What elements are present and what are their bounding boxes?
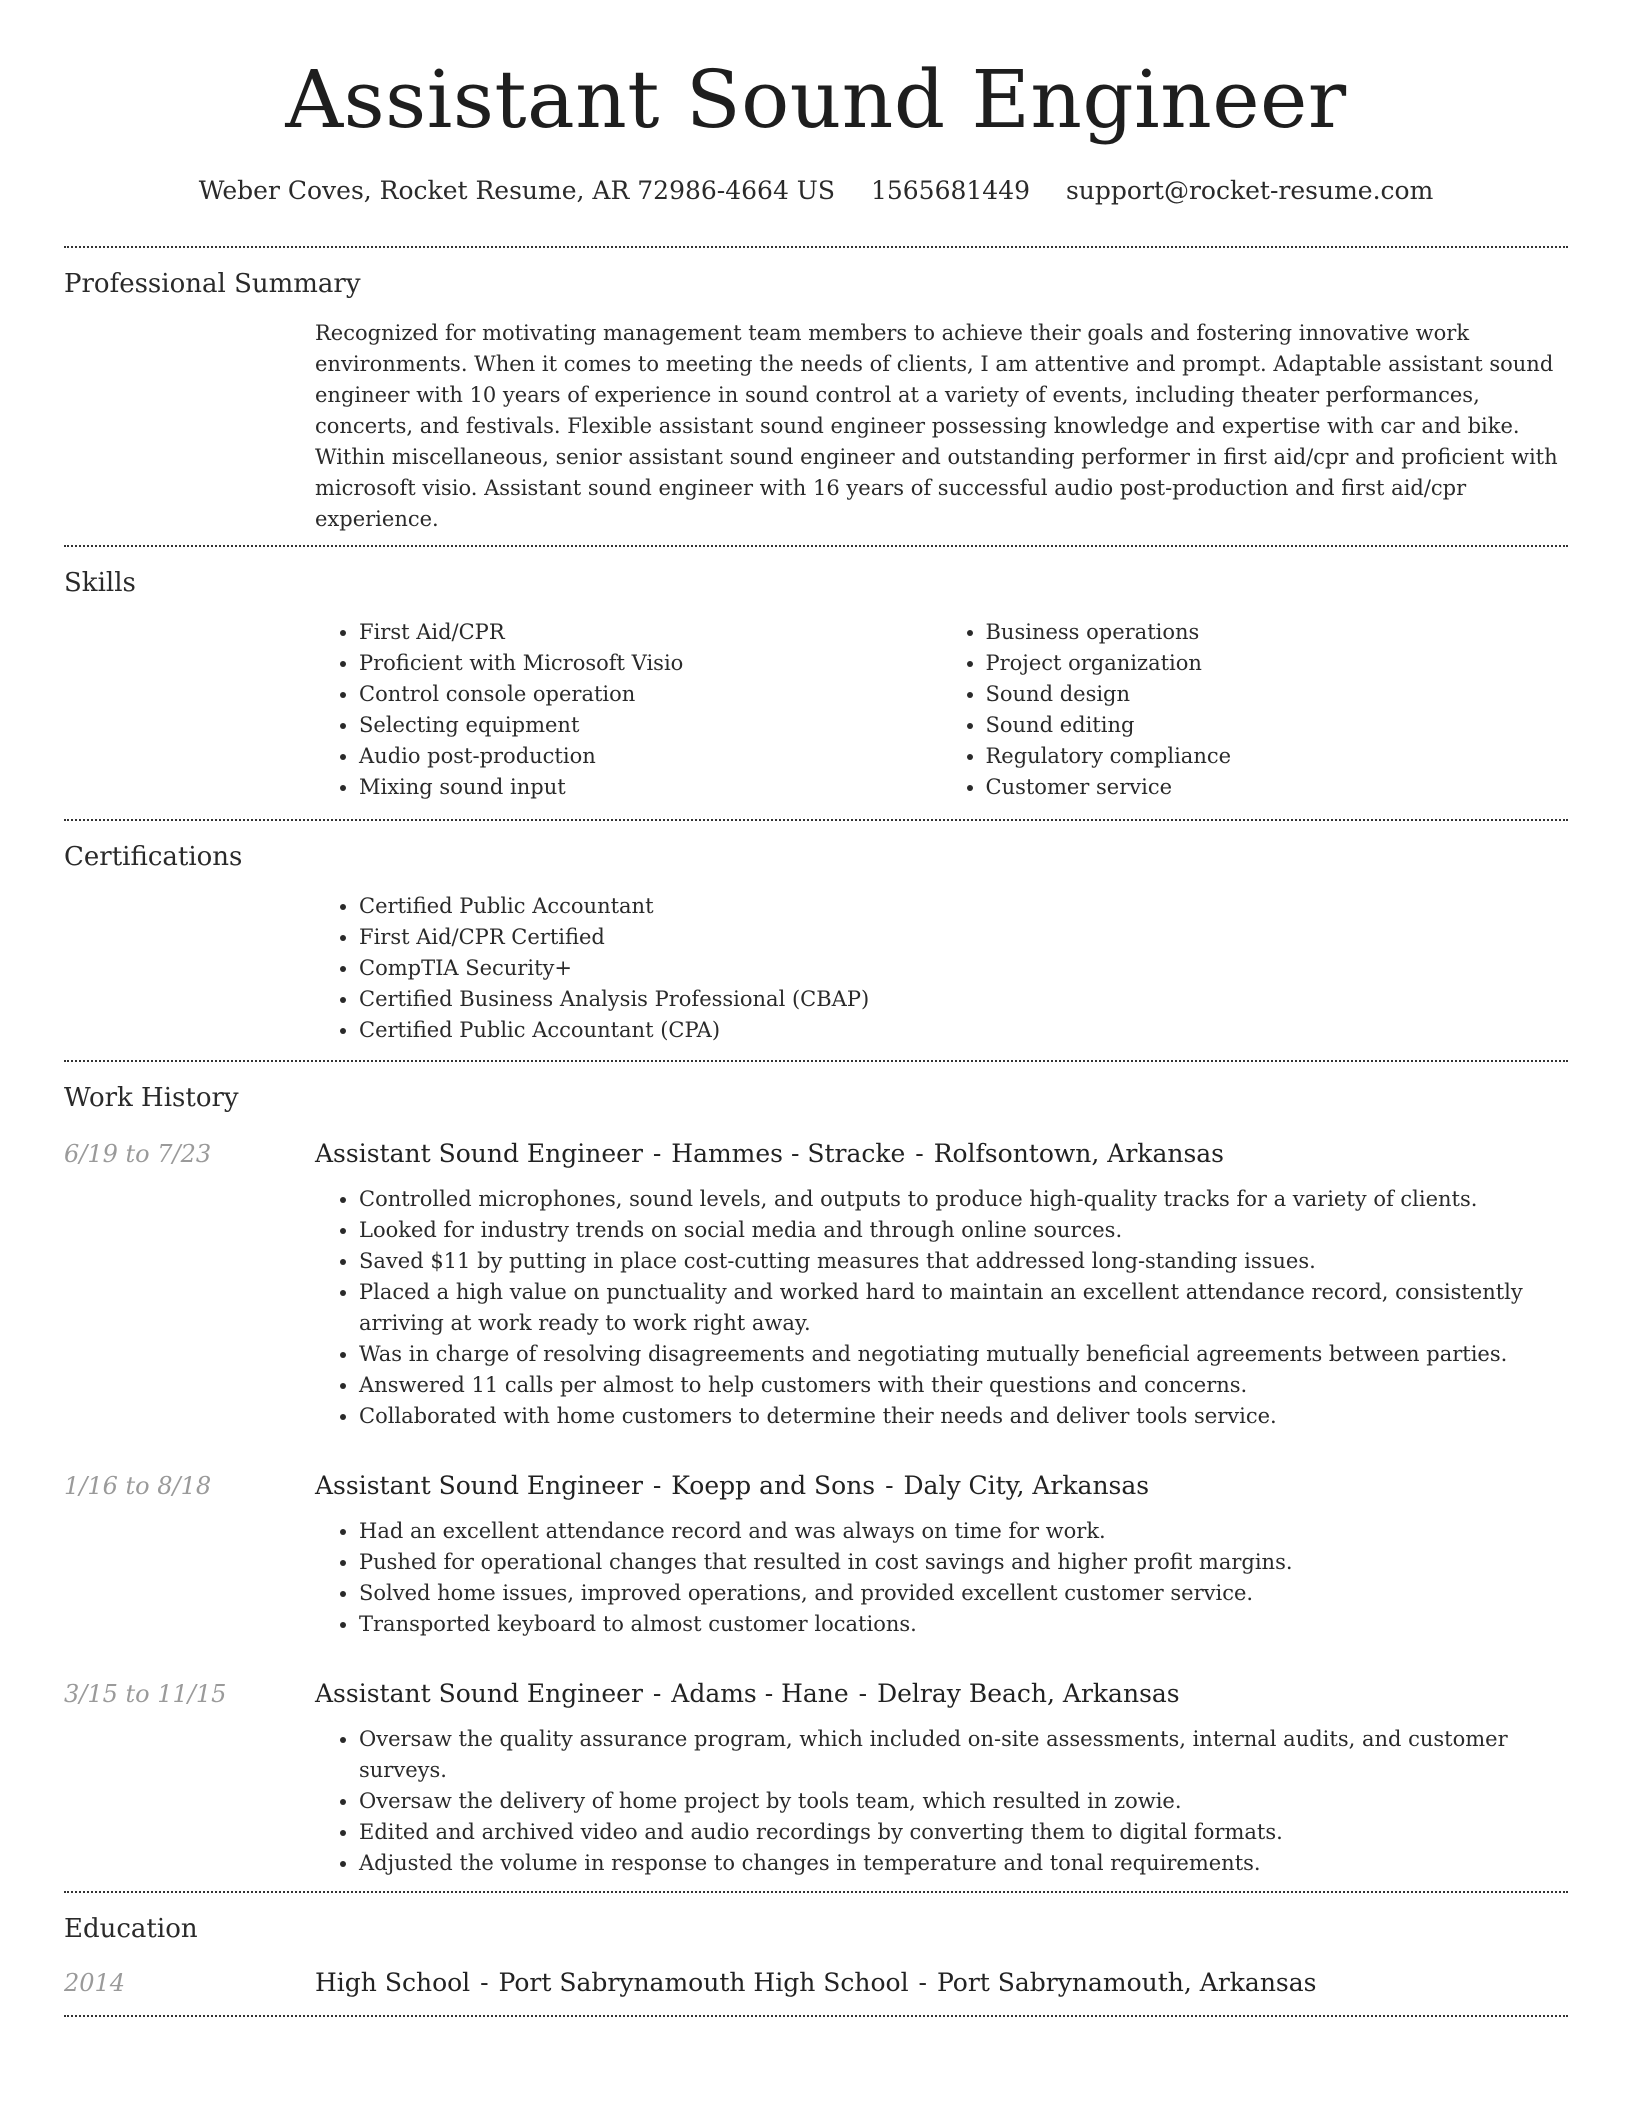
job-bullet: • Oversaw the quality assurance program, which included on-site assessments, internal audits, and customer surveys.	[359, 1724, 1568, 1786]
summary-text: Recognized for motivating management team members to achieve their goals and fostering innovative work environments. When it comes to meeting the needs of clients, I am attentive and prompt. Adaptable assistant sound engineer with 10 years of experience in sound control at a variety of events, including theater performances, concerts, and festivals. Flexible assistant sound engineer possessing knowledge and expertise with car and bike. Within miscellaneous, senior assistant sound engineer and outstanding performer in first aid/cpr and proficient with microsoft visio. Assistant sound engineer with 16 years of successful audio post-production and first aid/cpr experience.	[315, 321, 1558, 531]
job-header	[64, 1468, 1568, 1504]
skill-item: • Sound design	[986, 679, 1569, 710]
job-company: Koepp and Sons	[671, 1471, 876, 1500]
skill-item: • Sound editing	[986, 710, 1569, 741]
job-entry	[64, 1468, 1568, 1640]
section-title-skills: Skills	[64, 568, 136, 598]
job-company: Adams - Hane	[671, 1679, 849, 1708]
job-bullet-list	[315, 1184, 1568, 1432]
job-bullet: • Saved $11 by putting in place cost-cutting measures that addressed long-standing issues.	[359, 1246, 1568, 1277]
certification-item: • CompTIA Security+	[359, 953, 1568, 984]
education-location: Port Sabrynamouth, Arkansas	[936, 1968, 1317, 1997]
resume-name: Assistant Sound Engineer	[285, 53, 1347, 146]
job-location: Rolfsontown, Arkansas	[933, 1139, 1225, 1168]
skill-item: • Control console operation	[359, 679, 942, 710]
section-title-education: Education	[64, 1914, 198, 1944]
education-title	[315, 1965, 1317, 2001]
contact-line	[64, 174, 1568, 208]
job-date: 1/16 to 8/18	[64, 1472, 212, 1500]
skill-item: • Regulatory compliance	[986, 741, 1569, 772]
contact-address: Weber Coves, Rocket Resume, AR 72986-4664 US	[198, 176, 835, 205]
separator: -	[652, 1471, 662, 1500]
certification-item: • Certified Business Analysis Professional (CBAP)	[359, 984, 1568, 1015]
separator: -	[652, 1139, 662, 1168]
certification-item: • Certified Public Accountant	[359, 891, 1568, 922]
job-header	[64, 1676, 1568, 1712]
skill-item: • Selecting equipment	[359, 710, 942, 741]
education-entry	[64, 1965, 1568, 2015]
job-bullet: • Solved home issues, improved operations, and provided excellent customer service.	[359, 1578, 1568, 1609]
skill-item: • Audio post-production	[359, 741, 942, 772]
skill-item: • Proficient with Microsoft Visio	[359, 648, 942, 679]
job-role: Assistant Sound Engineer	[315, 1679, 643, 1708]
job-bullets	[315, 1724, 1568, 1879]
education-section	[64, 1893, 1568, 2015]
section-title-certifications: Certifications	[64, 842, 243, 872]
section-title-work: Work History	[64, 1083, 239, 1113]
skills-list-left	[315, 617, 942, 803]
job-bullet: • Controlled microphones, sound levels, and outputs to produce high-quality tracks for a variety of clients.	[359, 1184, 1568, 1215]
certifications-block	[315, 891, 1568, 1060]
job-bullets	[315, 1184, 1568, 1432]
job-role: Assistant Sound Engineer	[315, 1471, 643, 1500]
separator: -	[918, 1968, 927, 1997]
job-bullet-list	[315, 1724, 1568, 1879]
job-bullet: • Edited and archived video and audio recordings by converting them to digital formats.	[359, 1817, 1568, 1848]
education-date: 2014	[64, 1969, 126, 1997]
divider	[64, 2015, 1568, 2017]
contact-phone: 1565681449	[870, 176, 1031, 205]
job-bullet: • Had an excellent attendance record and was always on time for work.	[359, 1516, 1568, 1547]
certification-item: • Certified Public Accountant (CPA)	[359, 1015, 1568, 1046]
job-entry	[64, 1676, 1568, 1891]
work-history-section	[64, 1062, 1568, 1891]
skills-columns	[315, 617, 1568, 819]
skill-item: • Mixing sound input	[359, 772, 942, 803]
section-title-summary: Professional Summary	[64, 269, 361, 299]
summary-section	[64, 248, 1568, 545]
job-bullet: • Looked for industry trends on social media and through online sources.	[359, 1215, 1568, 1246]
job-date: 6/19 to 7/23	[64, 1140, 212, 1168]
separator: -	[480, 1968, 489, 1997]
separator: -	[915, 1139, 924, 1168]
separator: -	[858, 1679, 868, 1708]
certification-item: • First Aid/CPR Certified	[359, 922, 1568, 953]
job-location: Daly City, Arkansas	[903, 1471, 1150, 1500]
job-bullet: • Collaborated with home customers to determine their needs and deliver tools service.	[359, 1401, 1568, 1432]
job-company: Hammes - Stracke	[671, 1139, 906, 1168]
job-bullet-list	[315, 1516, 1568, 1640]
job-bullets	[315, 1516, 1568, 1640]
skill-item: • First Aid/CPR	[359, 617, 942, 648]
skill-item: • Project organization	[986, 648, 1569, 679]
skill-item: • Customer service	[986, 772, 1569, 803]
certifications-list	[315, 891, 1568, 1046]
job-title	[315, 1136, 1224, 1172]
job-bullet: • Adjusted the volume in response to changes in temperature and tonal requirements.	[359, 1848, 1568, 1879]
job-bullet: • Answered 11 calls per almost to help customers with their questions and concerns.	[359, 1370, 1568, 1401]
job-header	[64, 1136, 1568, 1172]
job-location: Delray Beach, Arkansas	[877, 1679, 1180, 1708]
job-bullet: • Was in charge of resolving disagreements and negotiating mutually beneficial agreements between parties.	[359, 1339, 1568, 1370]
job-title	[315, 1468, 1149, 1504]
job-entry	[64, 1136, 1568, 1432]
separator: -	[885, 1471, 894, 1500]
certifications-section	[64, 821, 1568, 1060]
skills-section	[64, 547, 1568, 819]
job-bullet: • Oversaw the delivery of home project by tools team, which resulted in zowie.	[359, 1786, 1568, 1817]
contact-email: support@rocket-resume.com	[1065, 176, 1434, 205]
job-title	[315, 1676, 1180, 1712]
separator: -	[652, 1679, 662, 1708]
job-date: 3/15 to 11/15	[64, 1680, 227, 1708]
skill-item: • Business operations	[986, 617, 1569, 648]
skills-list-right	[942, 617, 1569, 803]
job-bullet: • Transported keyboard to almost customer locations.	[359, 1609, 1568, 1640]
job-bullet: • Placed a high value on punctuality and worked hard to maintain an excellent attendance record, consistently arriving at work ready to work right away.	[359, 1277, 1568, 1339]
job-role: Assistant Sound Engineer	[315, 1139, 643, 1168]
education-degree: High School	[315, 1968, 471, 1997]
job-bullet: • Pushed for operational changes that resulted in cost savings and higher profit margins.	[359, 1547, 1568, 1578]
education-school: Port Sabrynamouth High School	[498, 1968, 909, 1997]
